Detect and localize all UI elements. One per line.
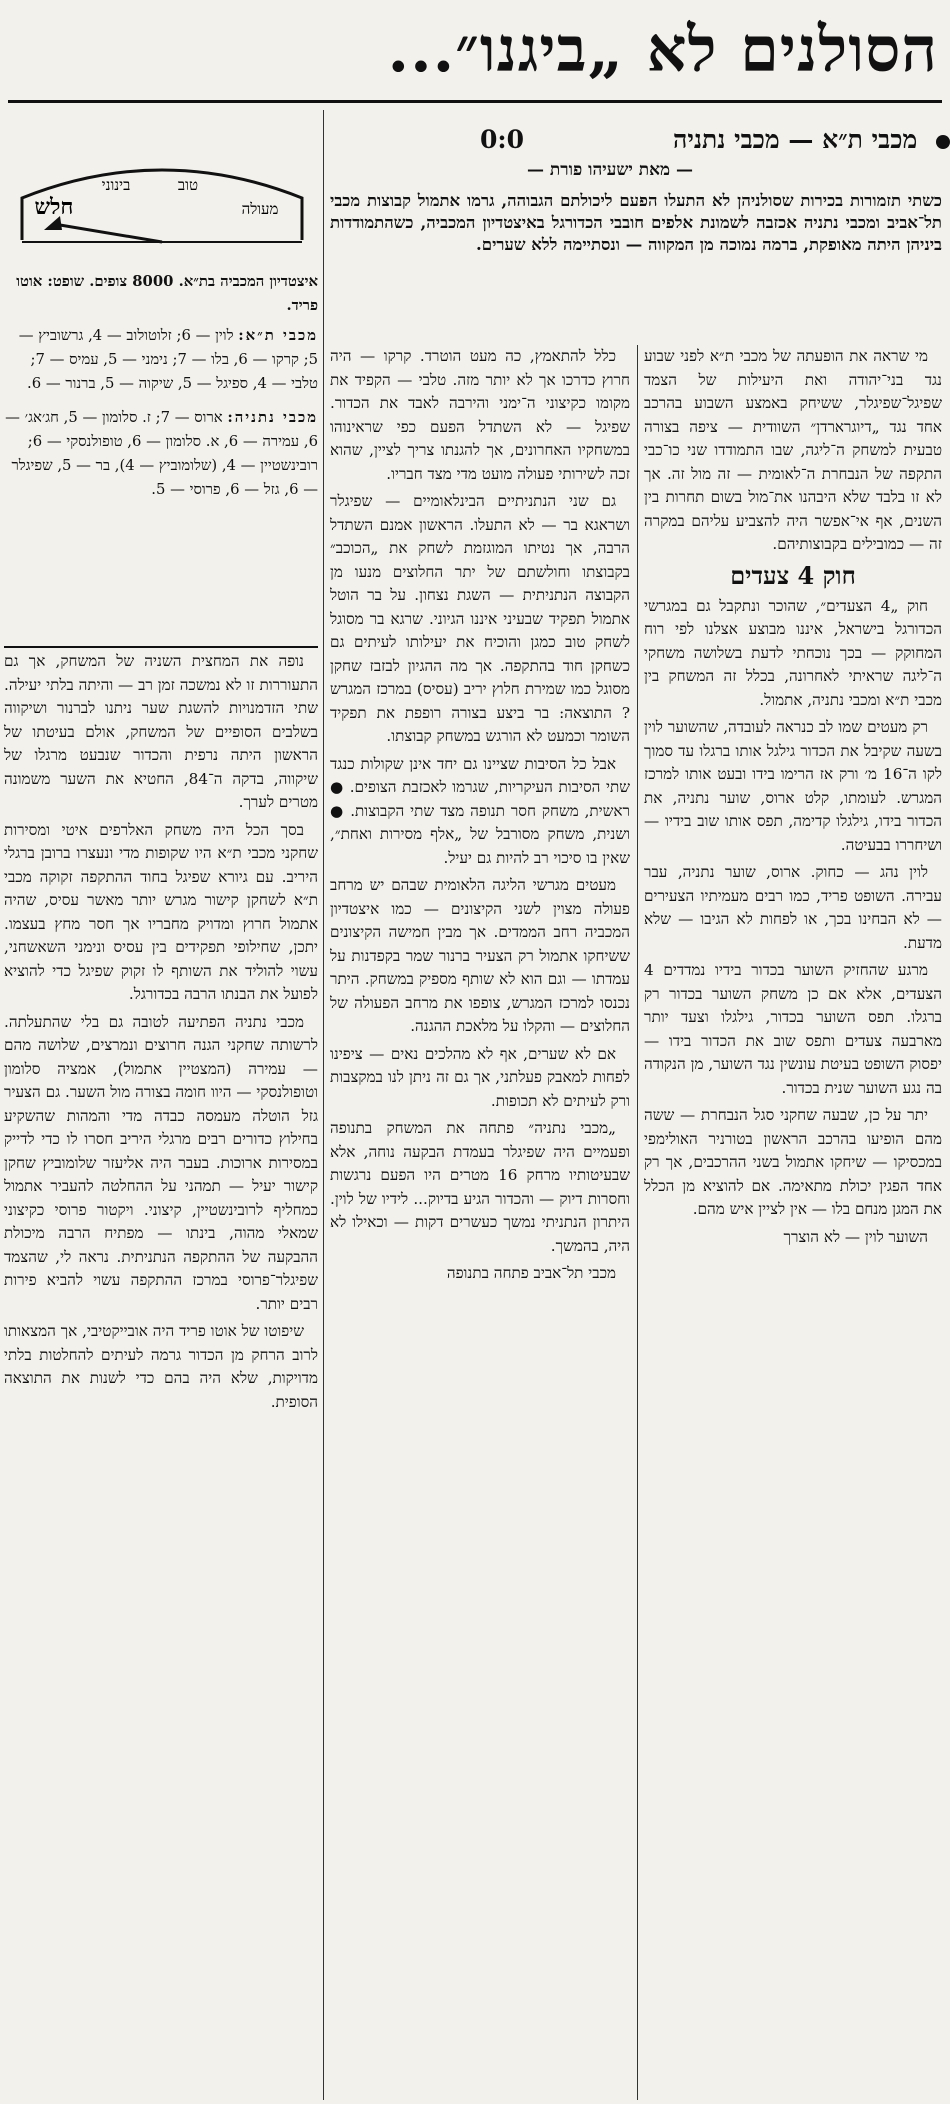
paragraph: השוער לוין — לא הוצרך [783,1227,928,1246]
gauge-label-excellent: מעולה [241,200,279,218]
gauge-label-weak: חלש [34,194,74,220]
headline: הסולנים לא „ביגנו״... [387,13,938,86]
match-score: 0:0 [480,125,525,154]
column-right [644,345,942,2100]
paragraph: אבל כל הסיבות שציינו גם יחד אינן שקולות כנגד שתי הסיבות העיקריות, שגרמו לאכזבת הצופים. ● ראשית, משחק חסר תנופה מצד שתי הקבוצות. ● ושנית, משחק מסורבל של „אלף מסירות ואחת״, שאין בו סיכוי רב להיות גם יעיל. [330,754,630,867]
paragraph: מעטים מגרשי הליגה הלאומית שבהם יש מרחב פעולה מצוין לשני הקיצונים — כמו איצטדיון המכביה רחב הממדים. אך מבין חמישה הקיצונים ששיחקו אתמול רק הצעיר ברנור שמר בקפדנות על עמדתו — וגם הוא לא שותף מספיק במשחק. היתר נכנסו למרכז המגרש, צופפו את מרחב הפעולה של החלוצים — והקלו על מלאכת ההגנה. [330,876,630,1035]
paragraph: שיפוטו של אוטו פריד היה אובייקטיבי, אך המצאותו לרוב הרחק מן הכדור גרמה לעיתים להחלטות בלתי מדויקות, שלא היה בהם כדי לשנות את התוצאה הסופית. [4,1322,318,1411]
article-lead: כשתי תזמורות בכירות שסולניהן לא התעלו הפעם ליכולתם הגבוהה, גרמו אתמול קבוצות מכבי תל־אביב ומכבי נתניה אכזבה לשמונת אלפים חובבי הכדורגל באיצטדיון המכביה, כשהתמודדות ביניהן היתה מאופקת, ברמה נמוכה מן המקווה — ונסתיימה ללא שערים. [330,191,942,254]
paragraph: נופה את המחצית השניה של המשחק, אך גם התעוררות זו לא נמשכה זמן רב — והיתה בלתי יעילה. שתי הזדמנויות להשגת שער ניתנו לברנור ושיקווה בשלבים הסופיים של המשחק, אולם בעיטתו של הראשון היתה נרפית והכדור שנבעט מרגלו של שיקווה, בדקה ה־84, החטיא את השער משמונה מטרים לערך. [4,652,318,811]
paragraph: יתר על כן, שבעה שחקני סגל הנבחרת — ששה מהם הופיעו בהרכב הראשון בטורניר האולימפי במכסיקו — שיחקו אתמול בשני ההרכבים, אך רק אחד הפגין יכולת מתאימה. אם להוציא מן הכלל את המגן מנחם בלו — אין לציין איש מהם. [644,1106,942,1218]
match-stats: איצטדיון המכביה בת״א. 8000 צופים. שופט: אוטו פריד. [16,273,318,314]
gauge-needle [54,224,162,242]
paragraph: מכבי תל־אביב פתחה בתנופה [446,1264,616,1282]
team1-label: מכבי ת״א: [238,327,318,344]
paragraph: בסך הכל היה משחק האלרפים איטי ומסירות שחקני מכבי ת״א היו שקופות מדי ונעצרו ברובן ברגלי היריב. עם גיורא שפיגל בחוד ההתקפה זקוקה מכבי ת״א לשחקן קישור מגרש יותר מאשר עסיס, שהיה אתמול חרוץ ומדויק מחבריו אך חסר מחץ בעצמו. יתכן, שחילופי תפקידים בין עסיס ונימני השאשחני, עשוי להוליד את השותף לו זקוק שפיגל כדי להוציא לפועל את הבנתו הרבה בכדורגל. [4,820,318,1003]
paragraph: רק מעטים שמו לב כנראה לעובדה, שהשוער לוין בשעה שקיבל את הכדור גילגל אותו ברגלו עד סמוך לקו ה־16 מ׳ ורק אז הרימו בידו ובעט אותו למרכז המגרש. לעומתו, קלט ארוס, שוער נתניה, את הכדור בידו, גילגלו קדימה, תפס אותו שוב בידיו — ושיחררו בבעיטה. [644,718,942,854]
paragraph: אם לא שערים, אף לא מהלכים נאים — ציפינו לפחות למאבק פעלתני, אך גם זה ניתן לנו במקצבות ורק לעיתים לא תכופות. [330,1044,630,1110]
team2-label: מכבי נתניה: [227,409,318,426]
column-rule-left [323,110,324,2100]
team1-players: לוין — 6; זלוטולוב — 4, גרשוביץ — 5; קרקו — 6, בלו — 7; נימני — 5, עמיס — 7; טלבי — 4, ספיגל — 5, שיקוה — 5, ברנור — 6. [18,327,318,392]
paragraph: מי שראה את הופעתה של מכבי ת״א לפני שבוע נגד בני־יהודה ואת היעילות של הצמד שפיגל־שפיגלר, ששיחק באמצע השבוע בהרכב אחד נגד „דיוגרארדן״ השוודית — ציפה בצורה טבעית למשחק ה־ליגה, שבו התמודדו שני כו־כבי התקפה של הנבחרת ה־לאומית — זה מול זה. אך לא זו בלבד שלא היבהנו את־מול בשום תחרות בין השנים, אף אי־אפשר היה להצביע עליהם במקרה זה — כמובילים בקבוצותיהם. [644,347,942,553]
team2-players: ארוס — 7; ז. סלומון — 5, חג׳אג׳ — 6, עמירה — 6, א. סלומון — 6, טופולנסקי — 6; רובינשטיין — 4, (שלומוביץ — 4), בר — 5, שפיגלר — 6, גזל — 6, פרוסי — 5. [5,409,318,498]
match-info-box [4,270,318,640]
team2-lineup [4,406,318,502]
paragraph: לוין נהג — כחוק. ארוס, שוער נתניה, עבר עבירה. השופט פריד, כמו רבים מעמיתיו הצעירים — לא הבחינו בכך, או לפחות לא הגיבו — שלא מדעת. [644,863,942,952]
team1-lineup [4,324,318,396]
paragraph: מרגע שהחזיק השוער בכדור בידיו נמדדים 4 הצעדים, אלא אם כן משחק השוער בכדור רק ברגלו. תפס השוער בכדור, גילגלו וצעד יותר מארבעה צעדים ותפס שוב את הכדור בידו — יפסוק השופט בעיטת עונשין נגד השוער, מן הנקודה בה נגע השוער שנית בכדור. [644,961,942,1097]
match-title: מכבי ת״א — מכבי נתניה [672,125,918,154]
paragraph: כלל להתאמץ, כה מעט הוטרד. קרקו — היה חרוץ כדרכו אך לא יותר מזה. טלבי — הקפיד את מקומו כקיצוני ה־ימני והירבה לאבד את הכדור. שפיגל — לא השתדל הפעם כפי שראינוהו במשחקיו האחרונים, אך להגנתו צריך לציין, שהוא זכה לשירותי פעולה מועט מדי מצד חבריו. [330,347,630,483]
paragraph: חוק „4 הצעדים״, שהוכר ונתקבל גם במגרשי הכדורגל בישראל, איננו מבוצע אצלנו לפי רוח המחוקק — בכך נוכחתי לדעת בשלושה משחקי ה־ליגה שראיתי לאחרונה, בכלל זה המשחק בין מכבי ת״א ומכבי נתניה, אתמול. [644,596,942,709]
article-subhead [330,118,950,162]
gauge-label-average: בינוני [101,176,131,194]
rating-gauge [12,150,312,250]
box-rule [4,646,318,648]
column-middle [330,345,630,2100]
headline-rule [8,100,942,103]
paragraph: „מכבי נתניה״ פתחה את המשחק בתנופה ופעמיים היה שפיגלר בעמדת הבקעה נוחה, אלא שבעיטותיו מרחק 16 מטרים היו הפעם נרגשות וחסרות דיוק — והכדור הגיע בדיוק... לידיו של לוין. היתרון הנתניתי נמשך כעשרים דקות — וכאילו לא היה, בהמשך. [330,1119,630,1255]
paragraph: מכבי נתניה הפתיעה לטובה גם בלי שהתעלתה. לרשותה שחקני הגנה חרוצים ונמרצים, שלושה מהם — עמירה (המצטיין אתמול), אמציה סלומון וטופולנסקי — היוו חומה בצורה מול השער. גם הצעיר גזל הוטלה מעמסה כבדה מדי והמהות שהשקיע בחילוץ כדורים רבים מרגלי היריב חסרו לו כדי לדייק במסירות ארוכות. בעבר היה אליעזר שלומוביץ שחקן קישור יעיל — תמהני על ההחלטה להעביר אתמול כמחליף לרובינשטיין, קיצוני. ויקטור פרוסי כקיצוני שמאלי מהוה, בינתו — מפתיח הרבה מיכולת ההבקעה של ההתקפה הנתניתית. נראה לי, שהצמד שפיגלר־פרוסי במרכז ההתקפה עשוי להביא פירות רבים יותר. [4,1012,318,1313]
bullet-icon [936,135,950,149]
section-heading: חוק 4 צעדים [730,560,856,590]
column-rule-right [637,345,638,2100]
byline: — מאת ישעיהו פורת — [526,160,694,180]
paragraph: גם שני הנתניתיים הבינלאומיים — שפיגלר ושראגא בר — לא התעלו. הראשון אמנם השתדל הרבה, אך נטיתו המוגזמת לשחק את „הכוכב״ בקבוצתו וחולשתם של יתר החלוצים מנעו מן הקבוצה הנתניתית — השגת נצחון. על בר הוטל אתמול תפקיד שבעיני איננו הגיוני. שרגא בר מסוגל לשחק טוב כמגן והוכיח את יעילותו לעיתים גם כשחקן חוד בהתקפה. אך מה ההגיון לבזבז שחקן מסוגל כמו שמירת חלוץ יריב (עסיס) במרכז המגרש ? התוצאה: בר ביצע בצורה רופפת את תפקיד השומר וכמעט לא הורגש במשחק קבוצתו. [330,492,630,745]
gauge-label-good: טוב [177,176,199,194]
column-left [4,650,318,2100]
